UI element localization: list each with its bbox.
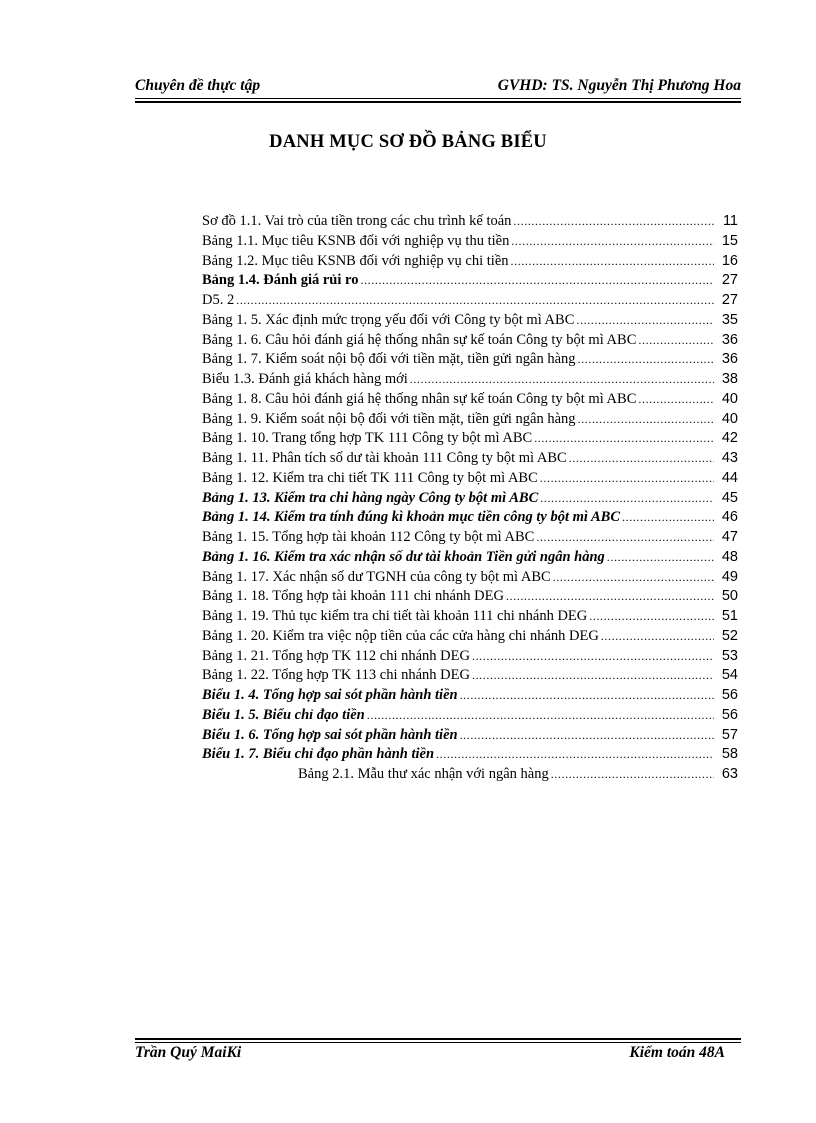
- toc-entry[interactable]: [202, 588, 738, 608]
- toc-entry-label: Biểu 1. 6. Tổng hợp sai sót phần hành tiền: [202, 726, 458, 743]
- toc-entry[interactable]: [202, 430, 738, 450]
- toc-entry-label: D5. 2: [202, 292, 235, 308]
- toc-entry-label: Biểu 1. 5. Biểu chỉ đạo tiền: [202, 706, 365, 723]
- toc-entry[interactable]: [202, 727, 738, 747]
- toc-entry-leader: [472, 649, 714, 664]
- toc-entry-label: Bảng 1. 5. Xác định mức trọng yếu đối với Công ty bột mì ABC: [202, 311, 575, 328]
- toc-entry-leader: [436, 747, 714, 762]
- toc-entry-page: 45: [721, 489, 738, 506]
- toc-entry-page: 56: [721, 706, 738, 723]
- toc-entry-leader: [576, 313, 714, 328]
- toc-entry-page: 50: [721, 588, 738, 605]
- toc-entry-leader: [472, 668, 714, 683]
- toc-entry[interactable]: [202, 253, 738, 273]
- toc-entry-leader: [460, 728, 714, 743]
- footer-rule-top: [135, 1038, 741, 1040]
- toc-entry[interactable]: [202, 351, 738, 371]
- toc-entry[interactable]: [202, 272, 738, 292]
- toc-entry-label: Bảng 1.2. Mục tiêu KSNB đối với nghiệp vụ chi tiền: [202, 252, 509, 269]
- toc-entry-page: 47: [721, 529, 738, 545]
- toc-entry-leader: [236, 293, 714, 308]
- toc-entry-page: 36: [721, 351, 738, 368]
- toc-entry-page: 38: [721, 371, 738, 387]
- page-header: [135, 74, 741, 98]
- toc-entry-label: Bảng 2.1. Mẫu thư xác nhận với ngân hàng: [298, 766, 549, 782]
- toc-entry[interactable]: [202, 707, 738, 727]
- toc-entry[interactable]: [202, 470, 738, 490]
- toc-entry-label: Bảng 1. 22. Tổng hợp TK 113 chi nhánh DEG: [202, 667, 470, 684]
- toc-entry-page: 27: [721, 272, 738, 289]
- toc-entry-page: 46: [721, 509, 738, 526]
- toc-entry-label: Bảng 1. 20. Kiểm tra việc nộp tiền của các cửa hàng chi nhánh DEG: [202, 627, 599, 644]
- toc-entry-leader: [360, 273, 714, 288]
- toc-entry-leader: [553, 570, 714, 585]
- toc-entry-label: Bảng 1. 21. Tổng hợp TK 112 chi nhánh DEG: [202, 647, 470, 664]
- toc-entry-label: Biểu 1.3. Đánh giá khách hàng mới: [202, 371, 408, 387]
- toc-entry-label: Bảng 1. 10. Trang tổng hợp TK 111 Công ty bột mì ABC: [202, 430, 533, 447]
- toc-entry[interactable]: [202, 233, 738, 253]
- toc-entry-page: 11: [722, 213, 738, 229]
- toc-entry-leader: [607, 550, 714, 565]
- toc-entry-page: 54: [721, 667, 738, 684]
- toc-entry[interactable]: [202, 213, 738, 233]
- toc-entry-page: 49: [721, 568, 738, 585]
- toc-entry-page: 15: [721, 232, 738, 249]
- toc-entry-leader: [578, 352, 714, 367]
- toc-entry-page: 16: [721, 252, 738, 269]
- toc-entry-label: Biểu 1. 4. Tổng hợp sai sót phần hành tiền: [202, 687, 458, 703]
- toc-entry[interactable]: [202, 628, 738, 648]
- toc-list: [202, 213, 738, 786]
- toc-entry-page: 40: [721, 410, 738, 427]
- toc-entry-leader: [638, 333, 714, 348]
- toc-entry-page: 40: [721, 390, 738, 407]
- toc-entry-page: 52: [721, 627, 738, 644]
- header-rule-top: [135, 98, 741, 99]
- toc-entry-leader: [540, 491, 714, 506]
- toc-entry-label: Bảng 1. 13. Kiểm tra chi hàng ngày Công ty bột mì ABC: [202, 489, 539, 506]
- toc-entry-leader: [534, 431, 714, 446]
- toc-entry-label: Bảng 1. 17. Xác nhận số dư TGNH của công ty bột mì ABC: [202, 568, 551, 585]
- toc-entry-page: 44: [721, 469, 738, 486]
- toc-entry-page: 63: [721, 766, 738, 782]
- toc-entry-page: 35: [721, 311, 738, 328]
- toc-entry[interactable]: [202, 529, 738, 549]
- toc-entry[interactable]: [202, 549, 738, 569]
- toc-entry-leader: [536, 530, 714, 545]
- toc-entry-leader: [622, 510, 714, 525]
- toc-entry-label: Bảng 1. 14. Kiểm tra tính đúng kì khoản mục tiền công ty bột mì ABC: [202, 509, 621, 526]
- toc-entry-label: Bảng 1. 8. Câu hỏi đánh giá hệ thống nhân sự kế toán Công ty bột mì ABC: [202, 390, 637, 407]
- toc-entry[interactable]: [202, 766, 738, 786]
- toc-entry[interactable]: [202, 608, 738, 628]
- toc-entry-leader: [569, 451, 714, 466]
- header-supervisor-label: GVHD: TS. Nguyễn Thị Phương Hoa: [497, 77, 741, 94]
- toc-entry-leader: [511, 254, 714, 269]
- toc-entry-label: Bảng 1. 16. Kiểm tra xác nhận số dư tài khoản Tiền gửi ngân hàng: [202, 548, 605, 565]
- toc-entry-page: 58: [721, 746, 738, 763]
- toc-entry[interactable]: [202, 569, 738, 589]
- toc-entry-label: Bảng 1. 18. Tổng hợp tài khoản 111 chi nhánh DEG: [202, 588, 504, 605]
- toc-entry[interactable]: [202, 746, 738, 766]
- toc-entry-page: 36: [721, 331, 738, 348]
- toc-entry[interactable]: [202, 490, 738, 510]
- toc-entry-leader: [589, 609, 714, 624]
- toc-entry-leader: [638, 392, 714, 407]
- toc-entry-label: Bảng 1. 15. Tổng hợp tài khoản 112 Công ty bột mì ABC: [202, 529, 535, 545]
- toc-entry-page: 42: [721, 430, 738, 447]
- toc-entry-leader: [601, 629, 714, 644]
- header-course-label: Chuyên đề thực tập: [135, 77, 261, 94]
- toc-entry[interactable]: [202, 509, 738, 529]
- toc-entry-page: 43: [721, 450, 738, 466]
- toc-entry[interactable]: [202, 371, 738, 391]
- toc-entry-label: Bảng 1. 7. Kiểm soát nội bộ đối với tiền mặt, tiền gửi ngân hàng: [202, 351, 576, 368]
- page-footer: [135, 1044, 725, 1068]
- toc-entry-label: Bảng 1. 6. Câu hỏi đánh giá hệ thống nhân sự kế toán Công ty bột mì ABC: [202, 331, 637, 348]
- footer-class-label: Kiểm toán 48A: [629, 1044, 725, 1061]
- toc-entry-label: Bảng 1. 12. Kiểm tra chi tiết TK 111 Công ty bột mì ABC: [202, 469, 538, 486]
- toc-entry-leader: [410, 372, 714, 387]
- footer-rule-bottom: [135, 1042, 741, 1043]
- header-rule-bottom: [135, 101, 741, 103]
- toc-entry-leader: [551, 767, 714, 782]
- toc-entry-leader: [540, 471, 714, 486]
- toc-entry[interactable]: [202, 450, 738, 470]
- toc-entry[interactable]: [202, 648, 738, 668]
- toc-entry-label: Biểu 1. 7. Biểu chỉ đạo phần hành tiền: [202, 746, 435, 763]
- toc-entry-page: 51: [721, 608, 738, 624]
- footer-author-label: Trần Quý MaiKi: [135, 1044, 242, 1061]
- toc-entry[interactable]: [202, 687, 738, 707]
- toc-entry-leader: [367, 708, 714, 723]
- toc-entry-page: 56: [721, 687, 738, 703]
- toc-entry-leader: [513, 214, 714, 229]
- toc-entry-leader: [578, 412, 714, 427]
- toc-entry[interactable]: [202, 312, 738, 332]
- toc-entry[interactable]: [202, 391, 738, 411]
- toc-entry[interactable]: [202, 292, 738, 312]
- toc-entry-leader: [511, 234, 714, 249]
- toc-entry[interactable]: [202, 332, 738, 352]
- toc-entry-label: Bảng 1.4. Đánh giá rủi ro: [202, 272, 359, 289]
- page-title: DANH MỤC SƠ ĐỒ BẢNG BIỂU: [269, 132, 547, 152]
- toc-entry-label: Bảng 1.1. Mục tiêu KSNB đối với nghiệp vụ thu tiền: [202, 232, 510, 249]
- toc-entry[interactable]: [202, 411, 738, 431]
- toc-entry-leader: [460, 688, 714, 703]
- toc-entry-label: Bảng 1. 9. Kiểm soát nội bộ đối với tiền mặt, tiền gửi ngân hàng: [202, 410, 576, 427]
- toc-entry[interactable]: [202, 667, 738, 687]
- toc-entry-label: Bảng 1. 11. Phân tích số dư tài khoản 111 Công ty bột mì ABC: [202, 450, 567, 466]
- toc-entry-page: 57: [721, 726, 738, 743]
- toc-entry-page: 27: [721, 292, 738, 308]
- toc-entry-label: Sơ đồ 1.1. Vai trò của tiền trong các chu trình kế toán: [202, 213, 512, 229]
- toc-entry-page: 53: [721, 647, 738, 664]
- toc-entry-leader: [506, 589, 714, 604]
- toc-entry-page: 48: [721, 548, 738, 565]
- toc-entry-label: Bảng 1. 19. Thủ tục kiểm tra chi tiết tài khoản 111 chi nhánh DEG: [202, 608, 588, 624]
